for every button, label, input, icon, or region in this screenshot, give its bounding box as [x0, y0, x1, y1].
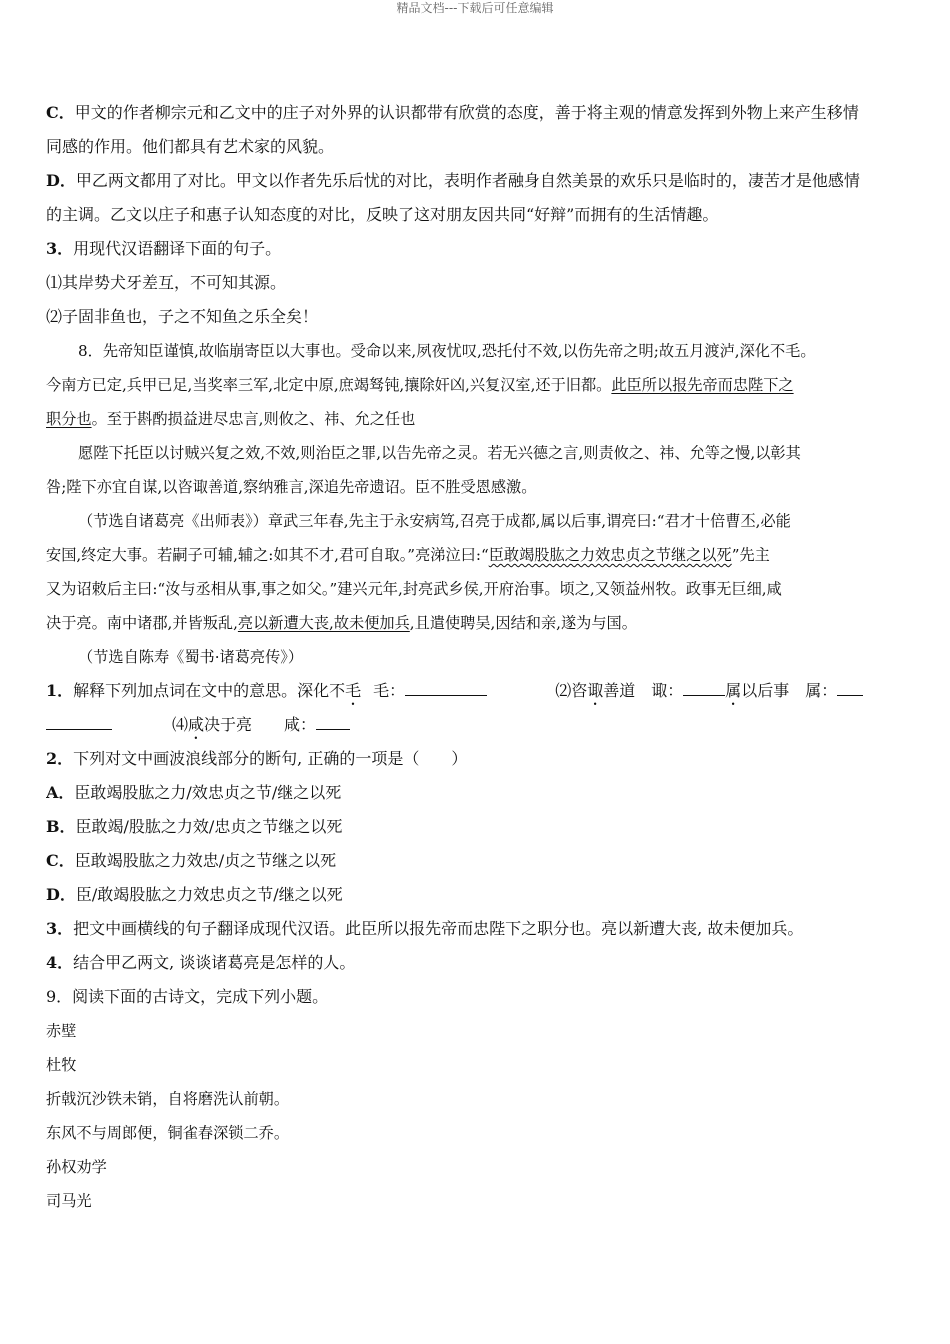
answer-blank[interactable]: [683, 677, 725, 696]
option-d-line1: D．甲乙两文都用了对比。甲文以作者先乐后忧的对比，表明作者融身自然美景的欢乐只是临时的，凄苦才是他感情: [46, 171, 860, 190]
passage-jia-line1: 8．先帝知臣谨慎,故临崩寄臣以大事也。受命以来,夙夜忧叹,恐托付不效,以伤先帝之明;故五月渡泸,深化不毛。: [78, 342, 816, 360]
passage-jia-line5: 咎;陛下亦宜自谋,以咨诹善道,察纳雅言,深追先帝遗诏。臣不胜受恩感激。: [46, 478, 537, 496]
question-4-prompt: 4．结合甲乙两文, 谈谈诸葛亮是怎样的人。: [46, 953, 356, 972]
dotted-word: 诹: [587, 681, 604, 700]
passage-yi-source: （节选自陈寿《蜀书·诸葛亮传》）: [78, 648, 304, 666]
wavy-underlined-sentence: 臣敢竭股肱之力效忠贞之节继之以死: [488, 546, 732, 564]
poem-title: 赤壁: [46, 1022, 77, 1040]
answer-blank[interactable]: [405, 677, 487, 696]
option-d-label: D．: [46, 171, 76, 190]
option-c-line1: C．甲文的作者柳宗元和乙文中的庄子对外界的认识都带有欣赏的态度，善于将主观的情意发挥到外物上来产生移情: [46, 103, 859, 122]
option-a: A．臣敢竭股肱之力/效忠贞之节/继之以死: [46, 783, 342, 802]
passage-yi-line2: 安国,终定大事。若嗣子可辅,辅之:如其不才,君可自取。”亮涕泣曰:“臣敢竭股肱之力效忠贞之节继之以死”先主: [46, 546, 770, 564]
option-d: D．臣/敢竭股肱之力效忠贞之节/继之以死: [46, 885, 343, 904]
underlined-sentence-2: 亮以新遭大丧,故未便加兵: [237, 614, 410, 632]
page-header: 精品文档---下载后可任意编辑: [396, 1, 554, 15]
question-2-prompt: 2．下列对文中画波浪线部分的断句, 正确的一项是（ ）: [46, 749, 468, 768]
passage-yi-line1: （节选自诸葛亮《出师表》）章武三年春,先主于永安病笃,召亮于成都,属以后事,谓亮曰:“君才十倍曹丕,必能: [78, 512, 791, 530]
passage-yi-line3: 又为诏敕后主曰:“汝与丞相从事,事之如父。”建兴元年,封亮武乡侯,开府治事。顷之,又领益州牧。政事无巨细,咸: [46, 580, 782, 598]
dotted-word: 属: [725, 681, 742, 700]
answer-blank[interactable]: [837, 677, 863, 696]
option-d-line2: 的主调。乙文以庄子和惠子认知态度的对比，反映了这对朋友因共同“好辩”而拥有的生活情趣。: [46, 205, 719, 224]
question-1-line2: ⑷咸决于亮 咸：: [46, 708, 906, 742]
prose-author: 司马光: [46, 1192, 92, 1210]
question-3-sentence-1: ⑴其岸势犬牙差互，不可知其源。: [46, 273, 287, 292]
poem-line-1: 折戟沉沙铁未销，自将磨洗认前朝。: [46, 1090, 289, 1108]
passage-yi-line4: 决于亮。南中诸郡,并皆叛乱,亮以新遭大丧,故未便加兵,且遣使聘吴,因结和亲,遂为与国。: [46, 614, 637, 632]
poem-line-2: 东风不与周郎便，铜雀春深锁二乔。: [46, 1124, 289, 1142]
answer-blank[interactable]: [46, 711, 112, 730]
dotted-word: 毛: [345, 681, 362, 700]
question-3-prompt: 3．用现代汉语翻译下面的句子。: [46, 239, 282, 258]
question-1-line1: 1．解释下列加点词在文中的意思。深化不毛 毛： ⑵咨诹善道 诹： 属以后事 属：: [46, 674, 906, 708]
option-c: C．臣敢竭股肱之力效忠/贞之节继之以死: [46, 851, 337, 870]
document-body: [46, 96, 906, 1218]
option-b: B．臣敢竭/股肱之力效/忠贞之节继之以死: [46, 817, 343, 836]
question-3-sentence-2: ⑵子固非鱼也，子之不知鱼之乐全矣！: [46, 307, 319, 326]
passage-jia-line4: 愿陛下托臣以讨贼兴复之效,不效,则治臣之罪,以告先帝之灵。若无兴德之言,则责攸之、祎、允等之慢,以彰其: [78, 444, 801, 462]
prose-title: 孙权劝学: [46, 1158, 107, 1176]
poem-author: 杜牧: [46, 1056, 77, 1074]
passage-jia-line3: 职分也。至于斟酌损益进尽忠言,则攸之、祎、允之任也: [46, 410, 416, 428]
option-c-label: C．: [46, 103, 75, 122]
passage-jia-line2: 今南方已定,兵甲已足,当奖率三军,北定中原,庶竭驽钝,攘除奸凶,兴复汉室,还于旧都。此臣所以报先帝而忠陛下之: [46, 376, 794, 394]
dotted-word: 咸: [188, 715, 205, 734]
question-3-translate: 3．把文中画横线的句子翻译成现代汉语。此臣所以报先帝而忠陛下之职分也。亮以新遭大丧, 故未便加兵。: [46, 919, 804, 938]
question-9-intro: 9．阅读下面的古诗文，完成下列小题。: [46, 987, 329, 1006]
underlined-sentence: 此臣所以报先帝而忠陛下之: [611, 376, 794, 394]
option-c-line2: 同感的作用。他们都具有艺术家的风貌。: [46, 137, 335, 156]
answer-blank[interactable]: [316, 711, 350, 730]
